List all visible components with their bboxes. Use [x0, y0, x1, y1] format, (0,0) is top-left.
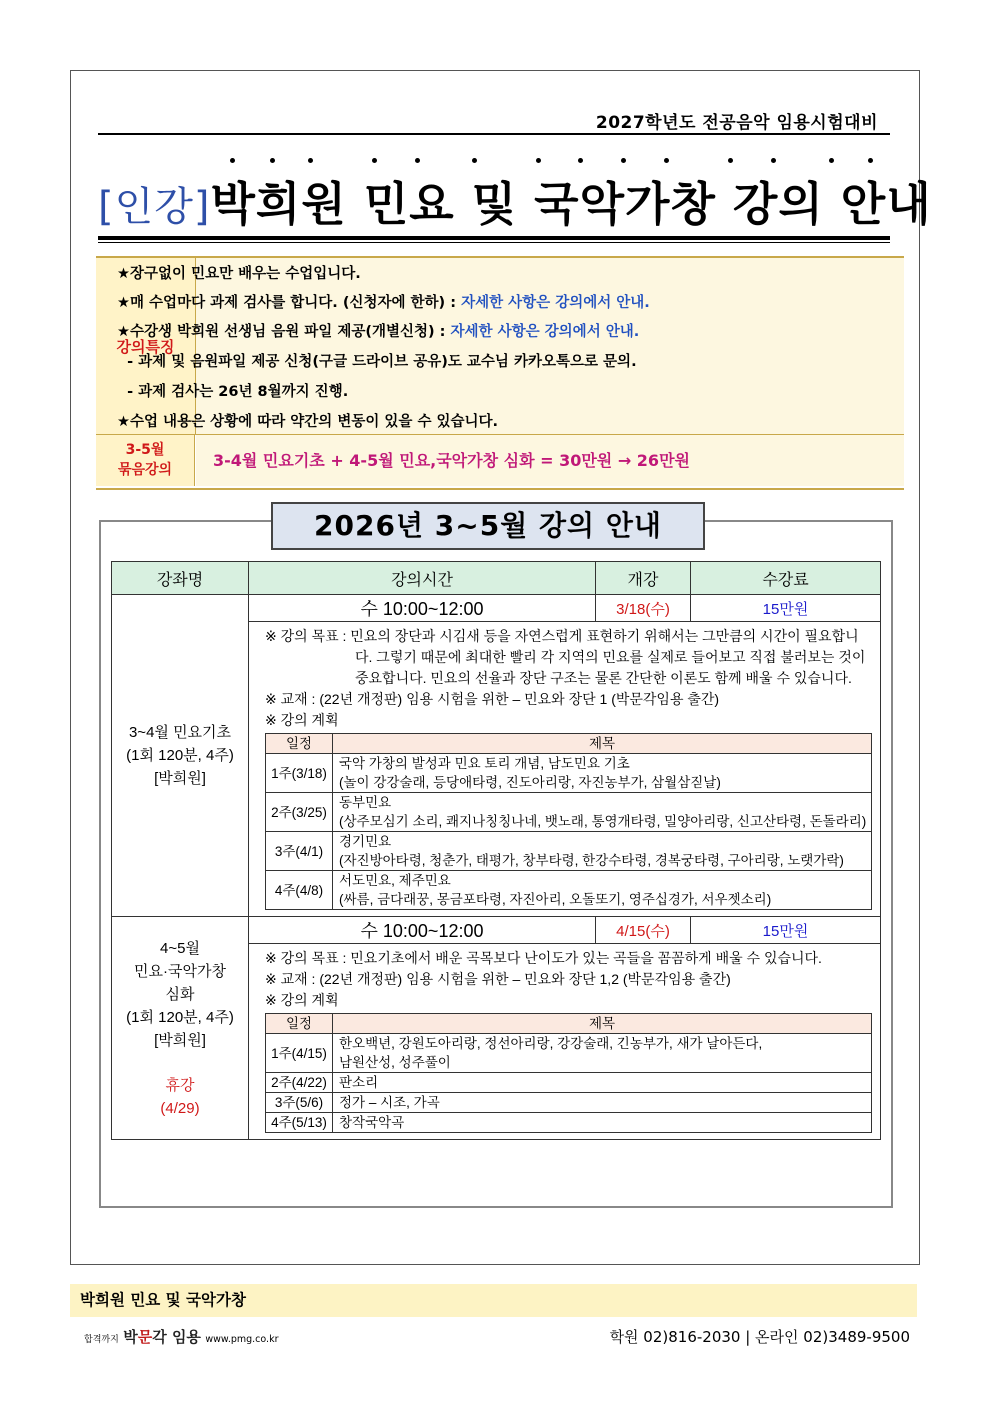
plan-week: 2주(3/25)	[266, 793, 333, 832]
table-row	[266, 832, 872, 871]
course-name-line: 심화	[165, 985, 195, 1003]
plan-title-line: 한오백년, 강원도아리랑, 정선아리랑, 강강술래, 긴농부가, 새가 날아든다,	[339, 1036, 763, 1051]
plan-title-line: (놀이 강강술래, 등당애타령, 진도아리랑, 자진농부가, 삼월삼짇날)	[339, 775, 721, 790]
plan-week: 1주(4/15)	[266, 1034, 333, 1073]
plan-week: 2주(4/22)	[266, 1073, 333, 1093]
plan-header-title: 제목	[333, 1014, 872, 1034]
plan-title-line: 서도민요, 제주민요	[339, 873, 451, 888]
exam-subtitle: 2027학년도 전공음악 임용시험대비	[595, 113, 878, 133]
header-start: 개강	[596, 562, 691, 595]
header-fee: 수강료	[691, 562, 881, 595]
course-2-plan-table	[265, 1013, 872, 1133]
table-row	[266, 1073, 872, 1093]
course-goal: ※ 강의 목표 : 민요의 장단과 시김새 등을 자연스럽게 표현하기 위해서는 그만큼의 시간이 필요합니	[265, 628, 859, 644]
course-plan-label: ※ 강의 계획	[265, 992, 339, 1008]
table-header-row	[112, 562, 881, 595]
course-goal-cont: 중요합니다. 민요의 선율과 장단 구조는 물론 간단한 이론도 함께 배울 수 있습니다.	[355, 670, 852, 686]
feature-line	[117, 291, 650, 312]
course-2-fee: 15만원	[691, 917, 881, 944]
feature-text: ★장구없이 민요만 배우는 수업입니다.	[117, 266, 361, 282]
plan-title	[333, 871, 872, 910]
course-name-line: (1회 120분, 4주)	[126, 747, 234, 764]
course-name-line: [박희원]	[154, 770, 206, 787]
table-row	[266, 1034, 872, 1073]
course-1-start: 3/18(수)	[596, 595, 691, 622]
table-row	[266, 1093, 872, 1113]
feature-line	[117, 410, 498, 431]
schedule-title: 2026년 3~5월 강의 안내	[271, 502, 705, 550]
plan-title-line: 동부민요	[339, 795, 392, 810]
feature-text: - 과제 검사는 26년 8월까지 진행.	[117, 384, 349, 400]
course-1-fee: 15만원	[691, 595, 881, 622]
plan-title-line: (자진방아타령, 청춘가, 태평가, 창부타령, 한강수타령, 경복궁타령, 구아리랑, 노랫가락)	[339, 853, 844, 868]
header-time: 강의시간	[249, 562, 596, 595]
footer-title-bar: 박희원 민요 및 국악가창	[70, 1284, 917, 1317]
feature-text: ★매 수업마다 과제 검사를 합니다. (신청자에 한하) :	[117, 295, 462, 311]
feature-note: 자세한 사항은 강의에서 안내.	[461, 295, 650, 311]
plan-week: 3주(4/1)	[266, 832, 333, 871]
bundle-label-line1: 3-5월	[125, 442, 165, 458]
table-row	[266, 793, 872, 832]
features-content	[196, 258, 904, 434]
break-label: 휴강	[165, 1076, 195, 1094]
plan-header-title: 제목	[333, 734, 872, 754]
course-textbook: ※ 교재 : (22년 개정판) 임용 시험을 위한 – 민요와 장단 1,2 (박문각임용 출간)	[265, 971, 731, 987]
contact-info: 학원 02)816-2030 | 온라인 02)3489-9500	[609, 1328, 910, 1346]
course-1-name	[112, 595, 249, 917]
plan-title-line: (싸름, 금다래꿍, 몽금포타령, 자진아리, 오돌또기, 영주십경가, 서우젯소리)	[339, 892, 772, 907]
course-name-line: 3~4월 민요기초	[128, 724, 232, 741]
bundle-label-line2: 묶음강의	[117, 462, 173, 478]
course-1-time: 수 10:00~12:00	[249, 595, 596, 622]
course-2-name	[112, 917, 249, 1140]
plan-title	[333, 754, 872, 793]
feature-text: ★수업 내용은 상황에 따라 약간의 변동이 있을 수 있습니다.	[117, 414, 499, 430]
header-course: 강좌명	[112, 562, 249, 595]
logo-tagline: 합격까지	[84, 1335, 119, 1345]
plan-header-week: 일정	[266, 1014, 333, 1034]
feature-text: - 과제 및 음원파일 제공 신청(구글 드라이브 공유)도 교수님 카카오톡으로 문의.	[117, 354, 637, 370]
feature-text: ★수강생 박희원 선생님 음원 파일 제공(개별신청) :	[117, 324, 451, 340]
plan-title-line: 경기민요	[339, 834, 392, 849]
plan-week: 3주(5/6)	[266, 1093, 333, 1113]
title-text: 박희원 민요 및 국악가창 강의 안내	[210, 177, 932, 231]
course-2-start: 4/15(수)	[596, 917, 691, 944]
title-tag: [인강]	[98, 184, 211, 230]
subtitle-divider	[98, 133, 890, 135]
page-title	[98, 168, 932, 234]
course-textbook: ※ 교재 : (22년 개정판) 임용 시험을 위한 – 민요와 장단 1 (박문각임용 출간)	[265, 691, 720, 707]
logo-url[interactable]: www.pmg.co.kr	[205, 1334, 279, 1345]
course-name-line: 4~5월	[160, 939, 200, 957]
plan-title	[333, 793, 872, 832]
logo-brand	[123, 1328, 201, 1346]
bundle-price-text: 3-4월 민요기초 + 4-5월 민요,국악가창 심화 = 30만원 → 26만원	[196, 435, 904, 486]
title-divider-thin	[98, 242, 890, 243]
plan-title-line: (상주모심기 소리, 쾌지나칭칭나네, 뱃노래, 통영개타령, 밀양아리랑, 신고산타령, 돈돌라리)	[339, 814, 867, 829]
course-2-time: 수 10:00~12:00	[249, 917, 596, 944]
plan-title: 정가 – 시조, 가곡	[333, 1093, 872, 1113]
course-goal-cont: 다. 그렇기 때문에 최대한 빨리 각 지역의 민요를 실제로 들어보고 직접 불러보는 것이	[355, 649, 866, 665]
feature-note: 자세한 사항은 강의에서 안내.	[450, 324, 640, 340]
features-label: 강의특징	[96, 258, 196, 434]
plan-header-week: 일정	[266, 734, 333, 754]
plan-week: 1주(3/18)	[266, 754, 333, 793]
feature-line	[117, 350, 637, 371]
break-date: (4/29)	[160, 1099, 200, 1117]
table-row	[266, 754, 872, 793]
title-divider	[98, 236, 890, 240]
plan-week: 4주(5/13)	[266, 1113, 333, 1133]
course-name-line: 민요·국악가창	[134, 962, 226, 980]
plan-title: 창작국악곡	[333, 1113, 872, 1133]
plan-title: 판소리	[333, 1073, 872, 1093]
logo-brand-part: 각 임용	[152, 1328, 201, 1346]
plan-title	[333, 832, 872, 871]
logo-brand-part: 박	[123, 1328, 138, 1346]
course-goal: ※ 강의 목표 : 민요기초에서 배운 곡목보다 난이도가 있는 곡들을 꼼꼼하게 배울 수 있습니다.	[265, 950, 822, 966]
course-2-details	[249, 944, 881, 1140]
bundle-label	[96, 435, 195, 486]
course-plan-label: ※ 강의 계획	[265, 712, 339, 728]
publisher-logo	[84, 1326, 278, 1347]
feature-line	[117, 380, 348, 401]
course-1-row	[112, 595, 881, 622]
course-1-plan-table	[265, 733, 872, 910]
course-name-line: (1회 120분, 4주)	[126, 1008, 234, 1026]
table-row	[266, 871, 872, 910]
plan-title-line: 남원산성, 성주풀이	[339, 1055, 451, 1070]
course-1-details	[249, 622, 881, 917]
course-name-line: [박희원]	[154, 1031, 206, 1049]
feature-line	[117, 320, 639, 341]
feature-line	[117, 262, 361, 283]
schedule-table	[111, 561, 881, 1140]
table-row	[266, 1113, 872, 1133]
plan-title	[333, 1034, 872, 1073]
course-2-row	[112, 917, 881, 944]
logo-brand-part: 문	[137, 1328, 153, 1346]
plan-week: 4주(4/8)	[266, 871, 333, 910]
emphasis-dots	[0, 158, 992, 166]
plan-title-line: 국악 가창의 발성과 민요 토리 개념, 남도민요 기초	[339, 756, 630, 771]
